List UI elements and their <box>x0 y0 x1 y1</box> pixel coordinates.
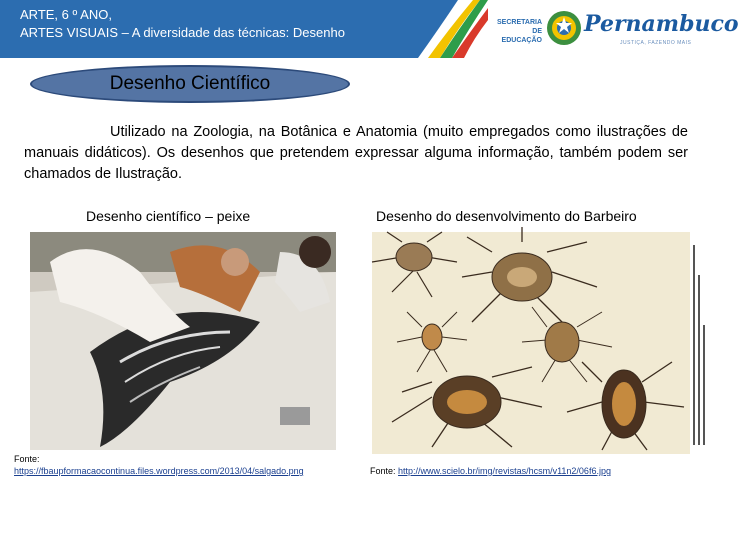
secretaria-text: SECRETARIA DE EDUCAÇÃO <box>497 19 542 44</box>
page-title: Desenho Científico <box>109 73 271 94</box>
brand-logo: Pernambuco <box>584 11 739 37</box>
image-credit-vertical-text <box>690 235 712 455</box>
left-figure-source <box>14 453 344 477</box>
fish-drawing-photo <box>30 232 336 450</box>
left-figure-caption: Desenho científico – peixe <box>86 208 251 224</box>
right-figure-caption: Desenho do desenvolvimento do Barbeiro <box>376 208 637 224</box>
brand-tagline: JUSTIÇA, FAZENDO MAIS <box>620 40 692 46</box>
intro-paragraph: Utilizado na Zoologia, na Botânica e Anatomia (muito empregados como ilustrações de manuais didáticos). Os desenhos que pretendem expressar alguma informação, também podem ser chamados de Ilustração. <box>24 124 688 182</box>
leaf-decoration-icon <box>418 0 490 58</box>
right-source-link[interactable]: http://www.scielo.br/img/revistas/hcsm/v11n2/06f6.jpg <box>398 466 611 476</box>
right-figure-source <box>370 466 611 476</box>
source-label: Fonte: <box>370 466 396 476</box>
source-label: Fonte: <box>14 454 40 464</box>
left-source-link[interactable]: https://fbaupformacaocontinua.files.wordpress.com/2013/04/salgado.png <box>14 466 304 476</box>
state-seal-icon <box>545 9 583 47</box>
header-title <box>20 6 345 42</box>
header-line-2: ARTES VISUAIS – A diversidade das técnicas: Desenho <box>20 25 345 40</box>
barbeiro-development-plate <box>372 232 690 454</box>
header-line-1: ARTE, 6 º ANO, <box>20 7 112 22</box>
